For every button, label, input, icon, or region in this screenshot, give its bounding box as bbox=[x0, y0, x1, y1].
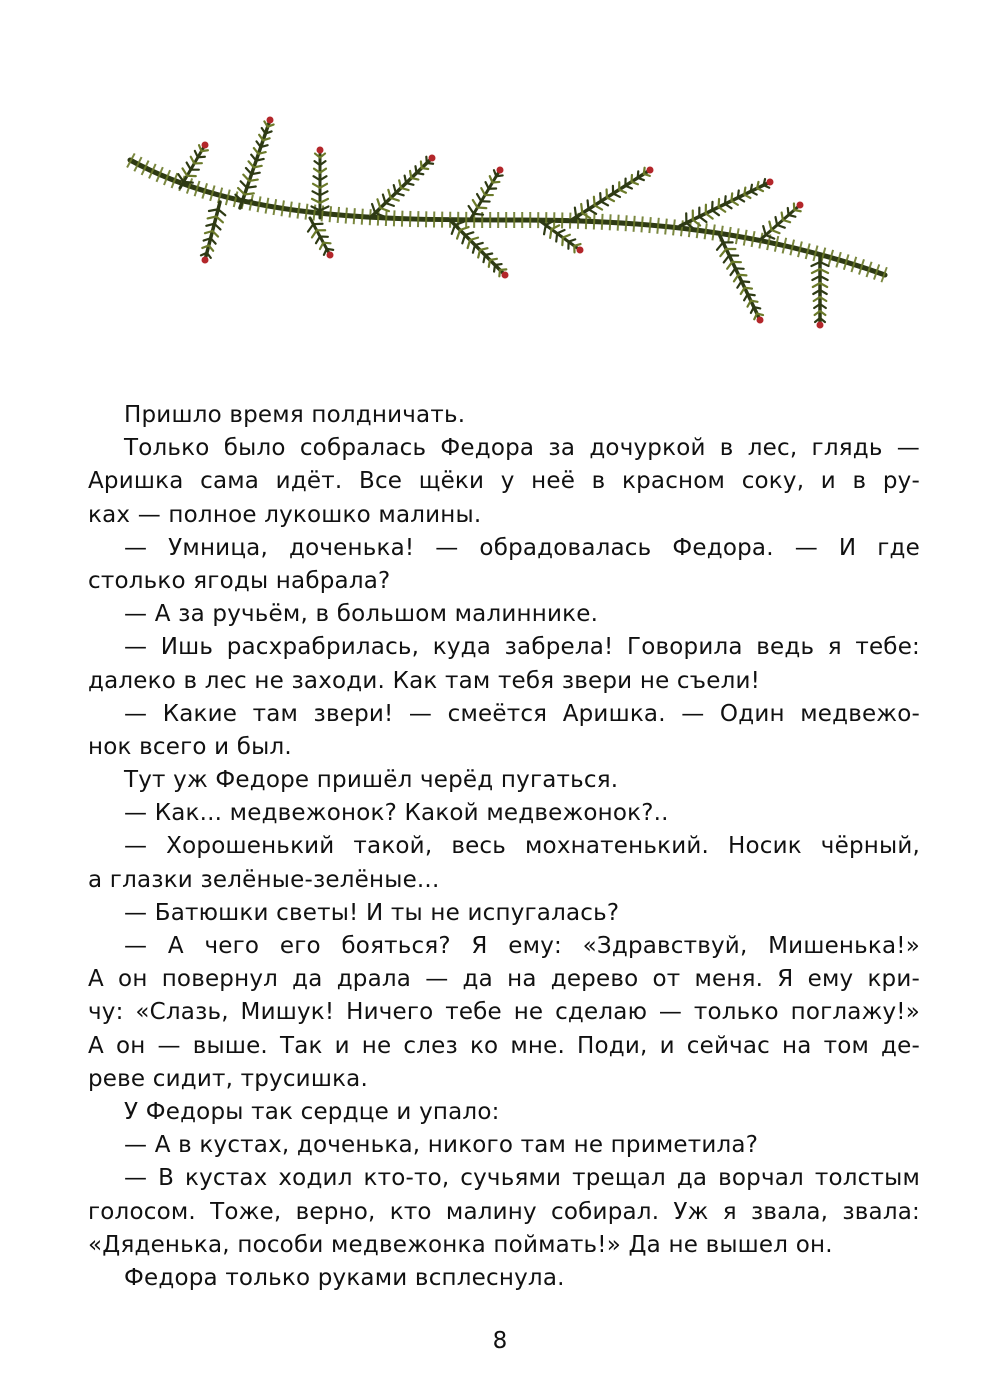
text-line: ках — полное лукошко малины. bbox=[88, 501, 482, 528]
spruce-branch-illustration bbox=[120, 100, 900, 340]
bud bbox=[797, 202, 804, 209]
bud bbox=[202, 257, 209, 264]
page-number: 8 bbox=[492, 1328, 508, 1354]
text-line: — А в кустах, доченька, никого там не приметила? bbox=[124, 1132, 759, 1159]
text-line: — Батюшки светы! И ты не испугалась? bbox=[124, 899, 620, 926]
bud bbox=[577, 247, 584, 254]
story-text bbox=[88, 399, 920, 1295]
bud bbox=[502, 272, 509, 279]
text-line: — Хорошенький такой, весь мохнатенький. Носик чёрный, bbox=[124, 833, 920, 860]
text-line: Аришка сама идёт. Все щёки у неё в красном соку, и в ру- bbox=[88, 468, 920, 495]
bud bbox=[327, 252, 334, 259]
bud bbox=[817, 322, 824, 329]
text-line: Только было собралась Федора за дочуркой в лес, глядь — bbox=[124, 435, 920, 462]
text-line: — Ишь расхрабрилась, куда забрела! Говорила ведь я тебе: bbox=[124, 634, 920, 661]
text-line: А он повернул да драла — да на дерево от меня. Я ему кри- bbox=[88, 966, 920, 993]
text-line: чу: «Слазь, Мишук! Ничего тебе не сделаю — только поглажу!» bbox=[88, 999, 920, 1026]
main-stem bbox=[130, 160, 885, 275]
text-line: Пришло время полдничать. bbox=[124, 402, 466, 428]
text-line: столько ягоды набрала? bbox=[88, 567, 391, 594]
text-line: Тут уж Федоре пришёл черёд пугаться. bbox=[124, 767, 619, 794]
text-line: — Какие там звери! — смеётся Аришка. — Один медвежо- bbox=[124, 700, 920, 727]
text-line: нок всего и был. bbox=[88, 733, 292, 760]
text-line: — Как... медвежонок? Какой медвежонок?.. bbox=[124, 800, 669, 827]
text-line: реве сидит, трусишка. bbox=[88, 1065, 368, 1092]
bud bbox=[317, 147, 324, 154]
bud bbox=[267, 117, 274, 124]
text-line: — В кустах ходил кто-то, сучьями трещал да ворчал толстым bbox=[124, 1165, 920, 1192]
text-line: а глазки зелёные-зелёные... bbox=[88, 866, 440, 893]
bud bbox=[429, 155, 436, 162]
text-line: — Умница, доченька! — обрадовалась Федора. — И где bbox=[124, 534, 920, 561]
text-line: У Федоры так сердце и упало: bbox=[124, 1098, 500, 1125]
bud bbox=[757, 317, 764, 324]
text-line: — А за ручьём, в большом малиннике. bbox=[124, 601, 599, 628]
text-line: А он — выше. Так и не слез ко мне. Поди, и сейчас на том де- bbox=[88, 1032, 920, 1059]
bud bbox=[647, 167, 654, 174]
text-line: «Дяденька, пособи медвежонка поймать!» Да не вышел он. bbox=[88, 1231, 833, 1258]
text-line: Федора только руками всплеснула. bbox=[124, 1264, 565, 1291]
text-line: далеко в лес не заходи. Как там тебя звери не съели! bbox=[88, 667, 761, 694]
text-line: голосом. Тоже, верно, кто малину собирал. Уж я звала, звала: bbox=[88, 1198, 920, 1225]
twig bbox=[450, 220, 505, 275]
bud bbox=[767, 179, 774, 186]
spruce-branch-icon bbox=[130, 117, 885, 329]
bud bbox=[202, 142, 209, 149]
bud bbox=[497, 167, 504, 174]
text-line: — А чего его бояться? Я ему: «Здравствуй, Мишенька!» bbox=[124, 933, 920, 959]
